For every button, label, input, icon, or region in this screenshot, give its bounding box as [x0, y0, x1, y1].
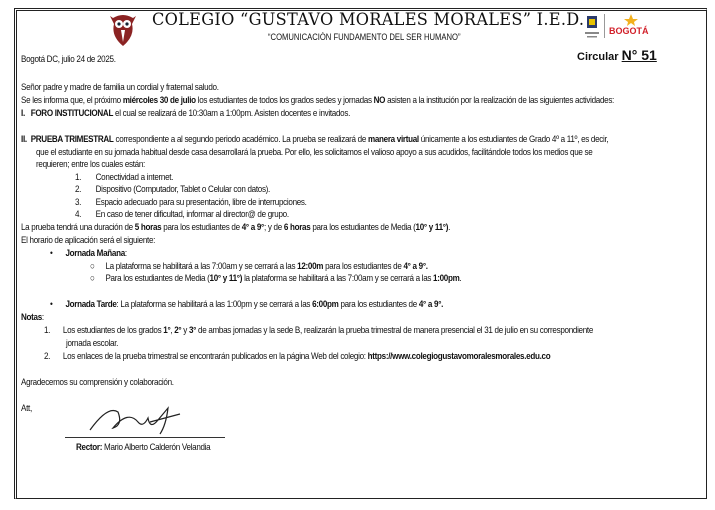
school-name: COLEGIO “GUSTAVO MORALES MORALES” I.E.D. — [152, 10, 585, 30]
requirement: 4. En caso de tener dificultad, informar al director@ de grupo. — [75, 208, 289, 219]
morning-shift: • Jornada Mañana: — [50, 247, 127, 258]
item-foro: I. FORO INSTITUCIONAL el cual se realizará de 10:30am a 1:00pm. Asisten docentes e invitados. — [21, 107, 351, 118]
intro-paragraph: Se les informa que, el próximo miércoles 30 de julio los estudiantes de todos los grados sedes y jornadas NO asisten a la institución por la realización de las siguientes actividades: — [21, 94, 614, 105]
note-2: 2. Los enlaces de la prueba trimestral se encontrarán publicados en la página Web del colegio: https://www.colegiogustavomoralesmorales.edu.co — [44, 350, 551, 361]
closing: Agradecemos su comprensión y colaboración. — [21, 376, 174, 387]
circular-label: Circular — [577, 51, 619, 63]
requirement: 3. Espacio adecuado para su presentación, libre de interrupciones. — [75, 196, 307, 207]
bogota-star-icon — [624, 14, 638, 26]
requirement: 2. Dispositivo (Computador, Tablet o Celular con datos). — [75, 183, 271, 194]
signature-name: Rector: Mario Alberto Calderón Velandia — [76, 441, 211, 452]
greeting: Señor padre y madre de familia un cordial y fraternal saludo. — [21, 81, 219, 92]
item-prueba-line3: requieren; entre los cuales están: — [36, 158, 145, 169]
note-1: 1. Los estudiantes de los grados 1°, 2° y 3° de ambas jornadas y la sede B, realizarán la prueba trimestral de manera presencial el 31 de julio en su correspondiente — [44, 324, 594, 335]
item-prueba-line2: que el estudiante en su jornada habitual desde casa desarrollará la prueba. Por ello, les solicitamos el valioso apoyo a sus acudidos, facilitándole todos los medios que se — [36, 146, 593, 157]
school-motto: “COMUNICACIÓN FUNDAMENTO DEL SER HUMANO” — [268, 32, 461, 42]
requirement: 1. Conectividad a internet. — [75, 171, 174, 182]
bogota-logo-text: BOGOTÁ — [609, 26, 649, 36]
item-prueba: II. PRUEBA TRIMESTRAL correspondiente a al segundo periodo académico. La prueba se realizará de manera virtual únicamente a los estudiantes de Grado 4º a 11º, es decir, — [21, 133, 609, 144]
handwritten-signature — [88, 400, 183, 440]
circular-number — [577, 47, 657, 63]
morning-schedule-1: ○ La plataforma se habilitará a las 7:00am y se cerrará a las 12:00m para los estudiantes de 4° a 9°. — [90, 260, 428, 271]
bogota-coat-of-arms-icon — [584, 14, 600, 40]
duration-text: La prueba tendrá una duración de 5 horas para los estudiantes de 4° a 9°; y de 6 horas para los estudiantes de Media (10° y 11°). — [21, 221, 451, 232]
circular-value: N° 51 — [621, 47, 657, 63]
afternoon-shift: • Jornada Tarde: La plataforma se habilitará a las 1:00pm y se cerrará a las 6:00pm para los estudiantes de 4° a 9°. — [50, 298, 444, 309]
morning-schedule-2: ○ Para los estudiantes de Media (10° y 11°) la plataforma se habilitará a las 7:00am y se cerrará a las 1:00pm. — [90, 272, 462, 283]
signature-line — [65, 437, 225, 438]
bogota-logo — [609, 26, 649, 36]
att: Att, — [21, 402, 32, 413]
note-1-line2: jornada escolar. — [66, 337, 119, 348]
website-link[interactable]: https://www.colegiogustavomoralesmorales.edu.co — [367, 350, 551, 361]
logo-divider — [604, 14, 605, 38]
notes-heading: Notas: — [21, 311, 44, 322]
schedule-intro: El horario de aplicación será el siguiente: — [21, 234, 156, 245]
date: Bogotá DC, julio 24 de 2025. — [21, 53, 116, 64]
school-owl-logo — [108, 12, 138, 48]
